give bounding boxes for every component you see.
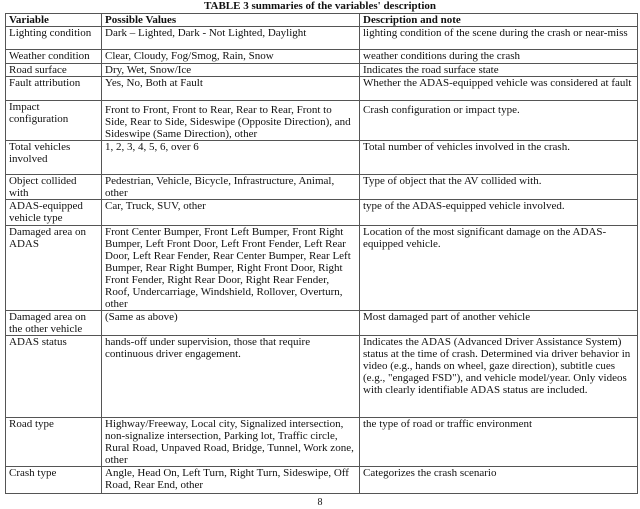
variable-cell: Total vehicles involved <box>6 141 102 175</box>
possible-values-cell: Angle, Head On, Left Turn, Right Turn, Sideswipe, Off Road, Rear End, other <box>102 467 360 494</box>
description-cell: weather conditions during the crash <box>360 50 638 64</box>
variables-table <box>5 13 638 494</box>
description-cell: Total number of vehicles involved in the crash. <box>360 141 638 175</box>
table-row <box>6 64 638 77</box>
table-header-row <box>6 14 638 27</box>
possible-values-cell: Dark – Lighted, Dark - Not Lighted, Daylight <box>102 27 360 50</box>
description-cell: lighting condition of the scene during the crash or near-miss <box>360 27 638 50</box>
variable-cell: Lighting condition <box>6 27 102 50</box>
possible-values-cell: Clear, Cloudy, Fog/Smog, Rain, Snow <box>102 50 360 64</box>
page-number: 8 <box>317 497 323 508</box>
description-cell: Indicates the road surface state <box>360 64 638 77</box>
possible-values-cell: (Same as above) <box>102 311 360 336</box>
header-possible-values: Possible Values <box>102 14 360 27</box>
header-description: Description and note <box>360 14 638 27</box>
variable-cell: Object collided with <box>6 175 102 200</box>
variable-cell: ADAS status <box>6 336 102 418</box>
description-cell: Categorizes the crash scenario <box>360 467 638 494</box>
description-cell: the type of road or traffic environment <box>360 418 638 467</box>
variable-cell: Weather condition <box>6 50 102 64</box>
possible-values-cell: 1, 2, 3, 4, 5, 6, over 6 <box>102 141 360 175</box>
table-row <box>6 200 638 226</box>
description-cell: Type of object that the AV collided with. <box>360 175 638 200</box>
variable-cell: Road surface <box>6 64 102 77</box>
table-row <box>6 336 638 418</box>
table-title: TABLE 3 summaries of the variables' description <box>203 0 436 12</box>
table-row <box>6 175 638 200</box>
table-row <box>6 27 638 50</box>
possible-values-cell: Yes, No, Both at Fault <box>102 77 360 101</box>
variable-cell: Damaged area on ADAS <box>6 226 102 311</box>
description-cell: Indicates the ADAS (Advanced Driver Assistance System) status at the time of crash. Determined via driver behavior in video (e.g., hands on wheel, gaze direction), subtitle cues (e.g., "engaged FSD"), and vehicle model/year. Only videos with clearly identifiable ADAS status are included. <box>360 336 638 418</box>
description-cell: Whether the ADAS-equipped vehicle was considered at fault <box>360 77 638 101</box>
table-row <box>6 141 638 175</box>
possible-values-cell: Highway/Freeway, Local city, Signalized intersection, non-signalize intersection, Parking lot, Traffic circle, Rural Road, Unpaved Road, Bridge, Tunnel, Work zone, other <box>102 418 360 467</box>
description-cell: Location of the most significant damage on the ADAS-equipped vehicle. <box>360 226 638 311</box>
possible-values-cell: Dry, Wet, Snow/Ice <box>102 64 360 77</box>
table-row <box>6 467 638 494</box>
possible-values-cell: Car, Truck, SUV, other <box>102 200 360 226</box>
variable-cell: ADAS-equipped vehicle type <box>6 200 102 226</box>
description-cell: Crash configuration or impact type. <box>360 101 638 141</box>
table-row <box>6 418 638 467</box>
description-cell: Most damaged part of another vehicle <box>360 311 638 336</box>
variable-cell: Crash type <box>6 467 102 494</box>
variable-cell: Fault attribution <box>6 77 102 101</box>
description-cell: type of the ADAS-equipped vehicle involved. <box>360 200 638 226</box>
header-variable: Variable <box>6 14 102 27</box>
possible-values-cell: Front to Front, Front to Rear, Rear to Rear, Front to Side, Rear to Side, Sideswipe (Opposite Direction), and Sideswipe (Same Direction), other <box>102 101 360 141</box>
possible-values-cell: Front Center Bumper, Front Left Bumper, Front Right Bumper, Left Front Door, Left Front Fender, Left Rear Door, Left Rear Fender, Rear Center Bumper, Rear Left Bumper, Rear Right Bumper, Right Front Door, Right Front Fender, Right Rear Door, Right Rear Fender, Roof, Undercarriage, Windshield, Rollover, Overturn, other <box>102 226 360 311</box>
variable-cell: Road type <box>6 418 102 467</box>
possible-values-cell: hands-off under supervision, those that require continuous driver engagement. <box>102 336 360 418</box>
table-row <box>6 226 638 311</box>
table-row <box>6 50 638 64</box>
possible-values-cell: Pedestrian, Vehicle, Bicycle, Infrastructure, Animal, other <box>102 175 360 200</box>
table-row <box>6 311 638 336</box>
table-row <box>6 101 638 141</box>
table-row <box>6 77 638 101</box>
variable-cell: Damaged area on the other vehicle <box>6 311 102 336</box>
variable-cell: Impact configuration <box>6 101 102 141</box>
